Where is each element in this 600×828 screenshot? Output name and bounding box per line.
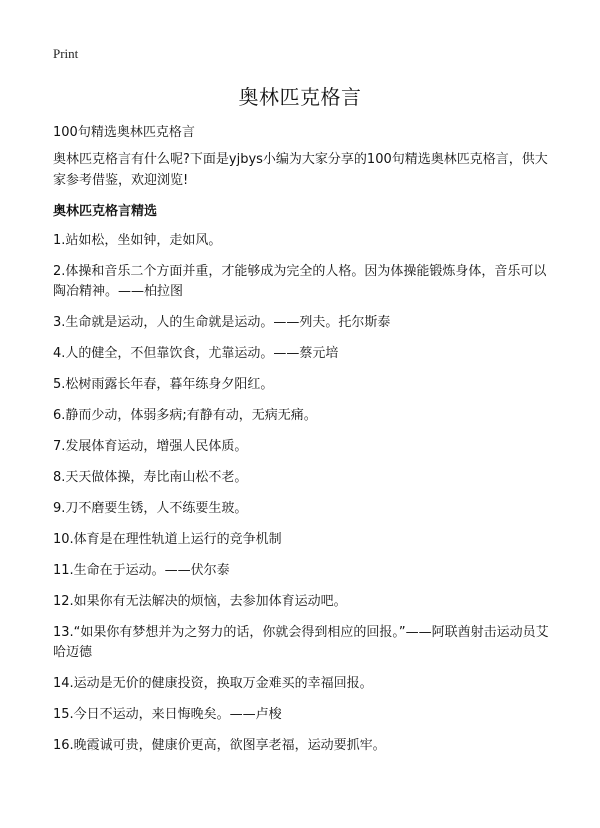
quote-item: 1.站如松，坐如钟，走如风。 — [53, 233, 222, 248]
quote-item: 3.生命就是运动，人的生命就是运动。——列夫。托尔斯泰 — [53, 315, 391, 330]
quote-list — [53, 231, 553, 767]
quote-item: 12.如果你有无法解决的烦恼，去参加体育运动吧。 — [53, 594, 347, 609]
quote-item: 16.晚霞诚可贵，健康价更高，欲图享老福，运动要抓牢。 — [53, 738, 386, 753]
quote-item: 7.发展体育运动，增强人民体质。 — [53, 439, 248, 454]
section-heading: 奥林匹克格言精选 — [53, 204, 158, 219]
print-link[interactable]: Print — [53, 46, 79, 61]
quote-item: 5.松树雨露长年春，暮年练身夕阳红。 — [53, 377, 274, 392]
intro-paragraph: 奥林匹克格言有什么呢?下面是yjbys小编为大家分享的100句精选奥林匹克格言，供大家参考借鉴，欢迎浏览! — [53, 152, 548, 188]
quote-item: 4.人的健全，不但靠饮食，尤靠运动。——蔡元培 — [53, 346, 339, 361]
quote-item: 15.今日不运动，来日悔晚矣。——卢梭 — [53, 707, 282, 722]
subtitle: 100句精选奥林匹克格言 — [53, 125, 195, 140]
page-title: 奥林匹克格言 — [238, 85, 362, 109]
quote-item: 13.“如果你有梦想并为之努力的话，你就会得到相应的回报。”——阿联酋射击运动员艾哈迈德 — [53, 625, 549, 660]
quote-item: 10.体育是在理性轨道上运行的竞争机制 — [53, 532, 282, 547]
quote-item: 9.刀不磨要生锈，人不练要生玻。 — [53, 501, 248, 516]
quote-item: 14.运动是无价的健康投资，换取万金难买的幸福回报。 — [53, 676, 373, 691]
quote-item: 6.静而少动，体弱多病;有静有动，无病无痛。 — [53, 408, 317, 423]
quote-item: 11.生命在于运动。——伏尔泰 — [53, 563, 230, 578]
quote-item: 2.体操和音乐二个方面并重，才能够成为完全的人格。因为体操能锻炼身体，音乐可以陶冶精神。——柏拉图 — [53, 264, 547, 299]
quote-item: 8.天天做体操，寿比南山松不老。 — [53, 470, 248, 485]
